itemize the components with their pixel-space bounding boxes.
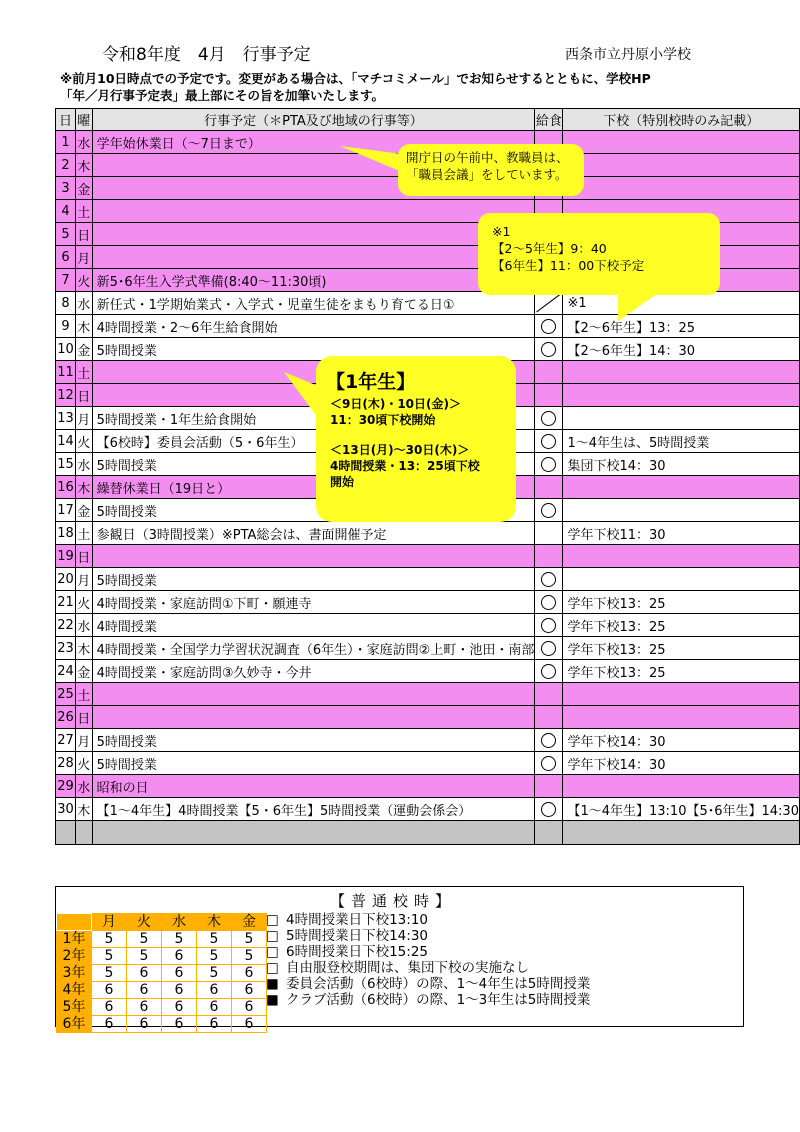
table-row xyxy=(56,545,800,568)
departure-note-callout xyxy=(478,213,720,295)
lunch-cell xyxy=(535,637,563,660)
leave-cell xyxy=(563,499,800,522)
table-footer-row xyxy=(56,821,800,845)
lunch-circle-icon xyxy=(541,595,556,610)
table-row xyxy=(56,752,800,775)
period-count: 5 xyxy=(197,948,232,965)
day-cell: 22 xyxy=(56,614,76,637)
leave-cell: 学年下校11：30 xyxy=(563,522,800,545)
col-header-lunch: 給食 xyxy=(535,109,563,131)
staff-meeting-callout xyxy=(398,144,584,196)
weekday-cell: 水 xyxy=(75,453,92,476)
period-count: 5 xyxy=(197,931,232,948)
leave-cell: 【2～6年生】13：25 xyxy=(563,315,800,338)
leave-cell: 学年下校13：25 xyxy=(563,660,800,683)
period-count: 6 xyxy=(162,982,197,999)
event-cell: 5時間授業 xyxy=(92,752,535,775)
callout-line: ＜9日(木)・10日(金)＞ xyxy=(330,397,461,411)
lunch-cell xyxy=(535,522,563,545)
legend-text: 6時間授業日下校15:25 xyxy=(286,944,428,960)
day-cell: 25 xyxy=(56,683,76,706)
grade-row xyxy=(57,1016,267,1033)
empty-square-icon: □ xyxy=(266,960,279,976)
lunch-circle-icon xyxy=(541,733,556,748)
weekday-cell: 水 xyxy=(75,131,92,154)
lunch-circle-icon xyxy=(541,572,556,587)
footer-cell xyxy=(92,821,535,845)
period-count: 6 xyxy=(232,999,267,1016)
event-cell: 【6校時】委員会活動（5・6年生） xyxy=(92,430,535,453)
weekday-cell: 水 xyxy=(75,614,92,637)
lunch-cell xyxy=(535,384,563,407)
grade-label: 3年 xyxy=(57,965,92,982)
first-grade-callout xyxy=(316,356,516,522)
table-row xyxy=(56,568,800,591)
callout-line: 11：30頃下校開始 xyxy=(330,413,436,427)
day-cell: 5 xyxy=(56,223,76,246)
period-count: 6 xyxy=(162,1016,197,1033)
grade-label: 2年 xyxy=(57,948,92,965)
table-row xyxy=(56,315,800,338)
col-header-day: 日 xyxy=(56,109,76,131)
leave-cell xyxy=(563,568,800,591)
day-cell: 4 xyxy=(56,200,76,223)
lunch-cell xyxy=(535,706,563,729)
leave-cell: ※1 xyxy=(563,292,800,315)
event-cell: 4時間授業・2～6年生給食開始 xyxy=(92,315,535,338)
lunch-cell xyxy=(535,476,563,499)
weekday-cell: 土 xyxy=(75,522,92,545)
event-cell: 昭和の日 xyxy=(92,775,535,798)
table-row xyxy=(56,775,800,798)
weekday-cell: 火 xyxy=(75,752,92,775)
weekday-cell: 木 xyxy=(75,798,92,821)
period-count: 6 xyxy=(162,965,197,982)
lunch-cell xyxy=(535,499,563,522)
weekday-cell: 月 xyxy=(75,568,92,591)
leave-cell xyxy=(563,361,800,384)
event-cell: 5時間授業 xyxy=(92,568,535,591)
leave-cell xyxy=(563,706,800,729)
lunch-circle-icon xyxy=(541,457,556,472)
no-lunch-slash-icon xyxy=(535,292,562,314)
weekday-cell: 土 xyxy=(75,683,92,706)
col-header-weekday: 曜 xyxy=(75,109,92,131)
event-cell xyxy=(92,683,535,706)
period-corner xyxy=(57,914,92,931)
leave-cell: 学年下校13：25 xyxy=(563,614,800,637)
day-cell: 20 xyxy=(56,568,76,591)
legend-item xyxy=(266,992,590,1008)
weekday-header: 金 xyxy=(232,914,267,931)
lunch-cell xyxy=(535,430,563,453)
callout-line: ※1 xyxy=(492,224,511,239)
day-cell: 24 xyxy=(56,660,76,683)
callout-pointer xyxy=(284,372,294,382)
event-cell: 繰替休業日（19日と） xyxy=(92,476,535,499)
legend-text: 5時間授業日下校14:30 xyxy=(286,928,428,944)
day-cell: 29 xyxy=(56,775,76,798)
legend-item xyxy=(266,944,590,960)
lunch-cell xyxy=(535,798,563,821)
leave-cell: 学年下校14：30 xyxy=(563,752,800,775)
event-cell xyxy=(92,200,535,223)
callout-title: 【1年生】 xyxy=(326,371,416,393)
weekday-cell: 日 xyxy=(75,384,92,407)
period-count: 6 xyxy=(232,982,267,999)
lunch-circle-icon xyxy=(541,802,556,817)
weekday-cell: 土 xyxy=(75,361,92,384)
lunch-circle-icon xyxy=(541,756,556,771)
day-cell: 11 xyxy=(56,361,76,384)
leave-cell: 1～4年生は、5時間授業 xyxy=(563,430,800,453)
lunch-cell xyxy=(535,775,563,798)
callout-line: 【6年生】11：00下校予定 xyxy=(492,258,645,273)
day-cell: 7 xyxy=(56,269,76,292)
weekday-cell: 金 xyxy=(75,499,92,522)
empty-square-icon: □ xyxy=(266,944,279,960)
weekday-cell: 火 xyxy=(75,269,92,292)
leave-cell xyxy=(563,177,800,200)
legend-item xyxy=(266,928,590,944)
callout-line: 開始 xyxy=(330,475,355,489)
event-cell: 5時間授業 xyxy=(92,453,535,476)
lunch-circle-icon xyxy=(541,434,556,449)
weekday-header: 火 xyxy=(127,914,162,931)
event-cell: 新5･6年生入学式準備(8:40～11:30頃) xyxy=(92,269,535,292)
lunch-cell xyxy=(535,315,563,338)
weekday-cell: 水 xyxy=(75,775,92,798)
callout-line: ＜13日(月)～30日(木)＞ xyxy=(330,443,470,457)
day-cell: 9 xyxy=(56,315,76,338)
period-count: 5 xyxy=(127,931,162,948)
weekday-cell: 木 xyxy=(75,154,92,177)
period-count: 6 xyxy=(162,948,197,965)
day-cell: 1 xyxy=(56,131,76,154)
day-cell: 8 xyxy=(56,292,76,315)
callout-pointer xyxy=(618,293,628,303)
event-cell: 5時間授業 xyxy=(92,729,535,752)
weekday-cell: 月 xyxy=(75,407,92,430)
event-cell xyxy=(92,223,535,246)
legend-item xyxy=(266,912,590,928)
day-cell: 3 xyxy=(56,177,76,200)
weekday-header: 月 xyxy=(92,914,127,931)
period-count: 6 xyxy=(127,1016,162,1033)
lunch-cell xyxy=(535,729,563,752)
notice-line: 「年／月行事予定表」最上部にその旨を加筆いたします。 xyxy=(60,88,385,103)
weekday-header: 木 xyxy=(197,914,232,931)
lunch-cell xyxy=(535,453,563,476)
day-cell: 14 xyxy=(56,430,76,453)
event-cell: 新任式・1学期始業式・入学式・児童生徒をまもり育てる日① xyxy=(92,292,535,315)
lunch-circle-icon xyxy=(541,664,556,679)
col-header-event: 行事予定（＊PTA及び地域の行事等） xyxy=(92,109,535,131)
weekday-cell: 木 xyxy=(75,476,92,499)
grade-row xyxy=(57,948,267,965)
period-count: 6 xyxy=(232,1016,267,1033)
col-header-leave: 下校（特別校時のみ記載） xyxy=(563,109,800,131)
leave-cell: 学年下校14：30 xyxy=(563,729,800,752)
leave-cell xyxy=(563,775,800,798)
lunch-cell xyxy=(535,568,563,591)
table-row xyxy=(56,660,800,683)
callout-line xyxy=(330,428,516,442)
table-row xyxy=(56,706,800,729)
weekday-cell: 木 xyxy=(75,637,92,660)
lunch-cell xyxy=(535,660,563,683)
event-cell xyxy=(92,246,535,269)
callout-line: 「職員会議」をしています。 xyxy=(406,167,568,182)
footer-cell xyxy=(535,821,563,845)
period-count: 6 xyxy=(197,1016,232,1033)
period-table xyxy=(56,913,267,1033)
grade-row xyxy=(57,931,267,948)
leave-cell xyxy=(563,407,800,430)
notice xyxy=(60,70,651,104)
period-count: 6 xyxy=(162,999,197,1016)
day-cell: 23 xyxy=(56,637,76,660)
event-cell: 4時間授業 xyxy=(92,614,535,637)
callout-line: 開庁日の午前中、教職員は、 xyxy=(406,150,569,165)
grade-label: 5年 xyxy=(57,999,92,1016)
grade-row xyxy=(57,982,267,999)
weekday-cell: 木 xyxy=(75,315,92,338)
legend-text: 4時間授業日下校13:10 xyxy=(286,912,428,928)
period-count: 6 xyxy=(92,1016,127,1033)
grade-label: 1年 xyxy=(57,931,92,948)
leave-cell: 集団下校14：30 xyxy=(563,453,800,476)
period-count: 5 xyxy=(92,948,127,965)
lunch-cell xyxy=(535,545,563,568)
leave-cell: 学年下校13：25 xyxy=(563,637,800,660)
day-cell: 19 xyxy=(56,545,76,568)
footer-cell xyxy=(563,821,800,845)
period-header-row xyxy=(57,914,267,931)
lunch-cell xyxy=(535,752,563,775)
period-count: 6 xyxy=(127,982,162,999)
event-cell xyxy=(92,706,535,729)
lunch-circle-icon xyxy=(541,411,556,426)
day-cell: 15 xyxy=(56,453,76,476)
period-count: 5 xyxy=(197,965,232,982)
period-count: 5 xyxy=(127,948,162,965)
event-cell: 学年始休業日（～7日まで） xyxy=(92,131,535,154)
lunch-cell xyxy=(535,614,563,637)
day-cell: 13 xyxy=(56,407,76,430)
period-count: 6 xyxy=(197,999,232,1016)
day-cell: 12 xyxy=(56,384,76,407)
day-cell: 17 xyxy=(56,499,76,522)
filled-square-icon: ■ xyxy=(266,976,279,992)
leave-cell xyxy=(563,131,800,154)
table-row xyxy=(56,637,800,660)
day-cell: 30 xyxy=(56,798,76,821)
event-cell: 5時間授業・1年生給食開始 xyxy=(92,407,535,430)
day-cell: 16 xyxy=(56,476,76,499)
legend-item xyxy=(266,960,590,976)
lunch-cell xyxy=(535,361,563,384)
event-cell: 4時間授業・家庭訪問③久妙寺・今井 xyxy=(92,660,535,683)
day-cell: 10 xyxy=(56,338,76,361)
grade-row xyxy=(57,965,267,982)
day-cell: 26 xyxy=(56,706,76,729)
day-cell: 18 xyxy=(56,522,76,545)
period-count: 6 xyxy=(92,999,127,1016)
lunch-circle-icon xyxy=(541,342,556,357)
period-count: 5 xyxy=(92,931,127,948)
legend-text: 自由服登校期間は、集団下校の実施なし xyxy=(286,960,529,976)
weekday-cell: 火 xyxy=(75,430,92,453)
leave-cell: 【2～6年生】14：30 xyxy=(563,338,800,361)
leave-cell xyxy=(563,476,800,499)
leave-cell: 学年下校13：25 xyxy=(563,591,800,614)
filled-square-icon: ■ xyxy=(266,992,279,1008)
callout-line: 【2～5年生】9：40 xyxy=(492,241,607,256)
weekday-cell: 金 xyxy=(75,177,92,200)
day-cell: 27 xyxy=(56,729,76,752)
lunch-circle-icon xyxy=(541,319,556,334)
weekday-cell: 月 xyxy=(75,729,92,752)
period-count: 6 xyxy=(232,965,267,982)
empty-square-icon: □ xyxy=(266,912,279,928)
empty-square-icon: □ xyxy=(266,928,279,944)
table-row xyxy=(56,522,800,545)
leave-cell xyxy=(563,154,800,177)
weekday-cell: 火 xyxy=(75,591,92,614)
event-cell: 5時間授業 xyxy=(92,499,535,522)
weekday-header: 水 xyxy=(162,914,197,931)
weekday-cell: 日 xyxy=(75,223,92,246)
period-count: 6 xyxy=(92,982,127,999)
event-cell: 4時間授業・全国学力学習状況調査（6年生）・家庭訪問②上町・池田・南部 xyxy=(92,637,535,660)
weekday-cell: 土 xyxy=(75,200,92,223)
table-row xyxy=(56,729,800,752)
day-cell: 28 xyxy=(56,752,76,775)
day-cell: 2 xyxy=(56,154,76,177)
event-cell: 参観日（3時間授業）※PTA総会は、書面開催予定 xyxy=(92,522,535,545)
normal-schedule-title: 【普通校時】 xyxy=(330,892,457,910)
period-count: 5 xyxy=(232,948,267,965)
weekday-cell: 金 xyxy=(75,338,92,361)
callout-line: 4時間授業・13：25頃下校 xyxy=(330,459,480,473)
lunch-circle-icon xyxy=(541,641,556,656)
day-cell: 21 xyxy=(56,591,76,614)
legend xyxy=(266,912,590,1008)
grade-row xyxy=(57,999,267,1016)
event-cell: 5時間授業 xyxy=(92,338,535,361)
table-row xyxy=(56,798,800,821)
period-count: 6 xyxy=(127,999,162,1016)
lunch-circle-icon xyxy=(541,618,556,633)
footer-cell xyxy=(56,821,76,845)
lunch-cell xyxy=(535,683,563,706)
period-count: 5 xyxy=(162,931,197,948)
footer-cell xyxy=(75,821,92,845)
grade-label: 6年 xyxy=(57,1016,92,1033)
weekday-cell: 日 xyxy=(75,706,92,729)
grade-label: 4年 xyxy=(57,982,92,999)
school-name: 西条市立丹原小学校 xyxy=(565,47,691,63)
leave-cell xyxy=(563,384,800,407)
callout-pointer xyxy=(340,146,350,156)
table-header-row xyxy=(56,109,800,131)
lunch-circle-icon xyxy=(541,503,556,518)
table-row xyxy=(56,683,800,706)
table-row xyxy=(56,591,800,614)
weekday-cell: 水 xyxy=(75,292,92,315)
period-count: 6 xyxy=(197,982,232,999)
weekday-cell: 月 xyxy=(75,246,92,269)
weekday-cell: 日 xyxy=(75,545,92,568)
legend-text: クラブ活動（6校時）の際、1～3年生は5時間授業 xyxy=(286,992,591,1008)
page-title: 令和8年度 4月 行事予定 xyxy=(102,45,311,65)
period-count: 6 xyxy=(127,965,162,982)
lunch-cell xyxy=(535,591,563,614)
leave-cell xyxy=(563,683,800,706)
event-cell xyxy=(92,545,535,568)
lunch-cell xyxy=(535,338,563,361)
legend-text: 委員会活動（6校時）の際、1～4年生は5時間授業 xyxy=(286,976,591,992)
leave-cell: 【1～4年生】13:10【5･6年生】14:30 xyxy=(563,798,800,821)
lunch-cell xyxy=(535,407,563,430)
weekday-cell: 金 xyxy=(75,660,92,683)
legend-item xyxy=(266,976,590,992)
day-cell: 6 xyxy=(56,246,76,269)
table-row xyxy=(56,614,800,637)
event-cell: 4時間授業・家庭訪問①下町・願連寺 xyxy=(92,591,535,614)
event-cell: 【1～4年生】4時間授業【5・6年生】5時間授業（運動会係会） xyxy=(92,798,535,821)
period-count: 5 xyxy=(92,965,127,982)
notice-line: ※前月10日時点での予定です。変更がある場合は、「マチコミメール」でお知らせするとともに、学校HP xyxy=(60,71,651,86)
leave-cell xyxy=(563,545,800,568)
period-count: 5 xyxy=(232,931,267,948)
